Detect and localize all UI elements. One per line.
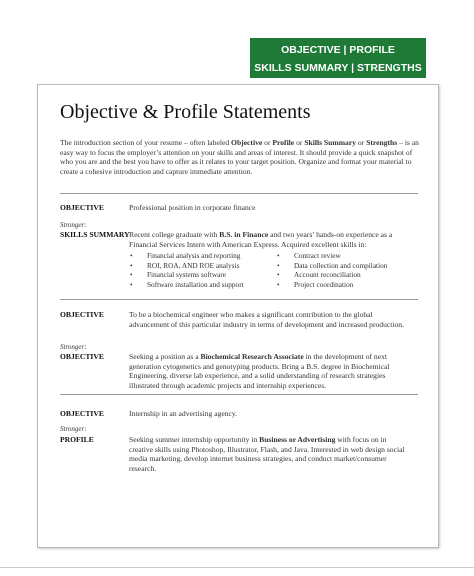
skills-list-right [277,251,387,289]
section-label: OBJECTIVE [60,409,104,418]
footer-divider [0,567,474,568]
stronger-label: Stronger: [60,425,87,433]
list-item: • ROI, ROA, AND ROE analysis [130,261,244,271]
intro-bold: Strengths [366,138,398,147]
strong-statement [129,352,411,390]
intro-text: The introduction section of your resume – often labeled [60,138,232,147]
list-item: • Financial systems software [130,270,244,280]
intro-text: or [294,138,305,147]
section-label: OBJECTIVE [60,310,104,319]
list-item: • Contract review [277,251,387,261]
section-label-strong: PROFILE [60,435,94,444]
stronger-label: Stronger: [60,221,87,229]
intro-text: or [262,138,273,147]
weak-statement: Professional position in corporate finance [129,203,256,212]
divider [60,193,418,194]
skills-list-left [130,251,244,289]
intro-bold: Objective [231,138,263,147]
list-item: • Project coordination [277,280,387,290]
statement-text: and two years’ hands-on experience as a Financial Services Intern with American Express. Acquired excellent skills in: [129,230,393,249]
list-item: • Account reconciliation [277,270,387,280]
list-item: • Software installation and support [130,280,244,290]
weak-statement: To be a biochemical engineer who makes a significant contribution to the global advancement of this particular industry in terms of development and increased production. [129,310,404,329]
statement-text: Seeking summer internship opportunity in [129,435,260,444]
banner-line-1: OBJECTIVE | PROFILE [281,44,395,56]
statement-bold: B.S. in Finance [219,230,269,239]
statement-text: Recent college graduate with [129,230,220,239]
section-label-strong: SKILLS SUMMARY [60,230,130,239]
document-page [37,84,439,548]
statement-text: Seeking a position as a [129,352,201,361]
weak-statement: Internship in an advertising agency. [129,409,238,418]
list-item: • Data collection and compilation [277,261,387,271]
strong-statement [129,435,411,473]
intro-text: – is an easy way to focus the employer’s attention on your skills and areas of interest. It should provide a quick snapshot of who you are and the best you have to offer as it relates to your target position. Organize and format your material to create a cohesive introduction and capture immediate attention. [60,138,419,176]
intro-paragraph [60,138,420,176]
section-label: OBJECTIVE [60,203,104,212]
intro-text: or [356,138,367,147]
statement-text: with focus on in creative skills using Photoshop, Illustrator, Flash, and Java. Interested in web design social media marketing, develop internet business strategies, and conduct market/consumer research. [129,435,405,473]
section-label-strong: OBJECTIVE [60,352,104,361]
divider [60,394,418,395]
intro-bold: Profile [272,138,295,147]
divider [60,299,418,300]
statement-text: in the development of next generation cytogenetics and genotyping products. Bring a B.S. degree in Biochemical Engineering, diverse lab experience, and a solid understanding of research strategies illustrated through academic projects and internship experiences. [129,352,390,390]
page-title: Objective & Profile Statements [60,101,311,123]
statement-bold: Business or Advertising [259,435,336,444]
intro-bold: Skills Summary [304,138,356,147]
list-item: • Financial analysis and reporting [130,251,244,261]
stronger-label: Stronger: [60,343,87,351]
section-banner [250,38,426,78]
strong-statement [129,230,411,249]
banner-line-2: SKILLS SUMMARY | STRENGTHS [254,62,422,74]
statement-bold: Biochemical Research Associate [200,352,304,361]
